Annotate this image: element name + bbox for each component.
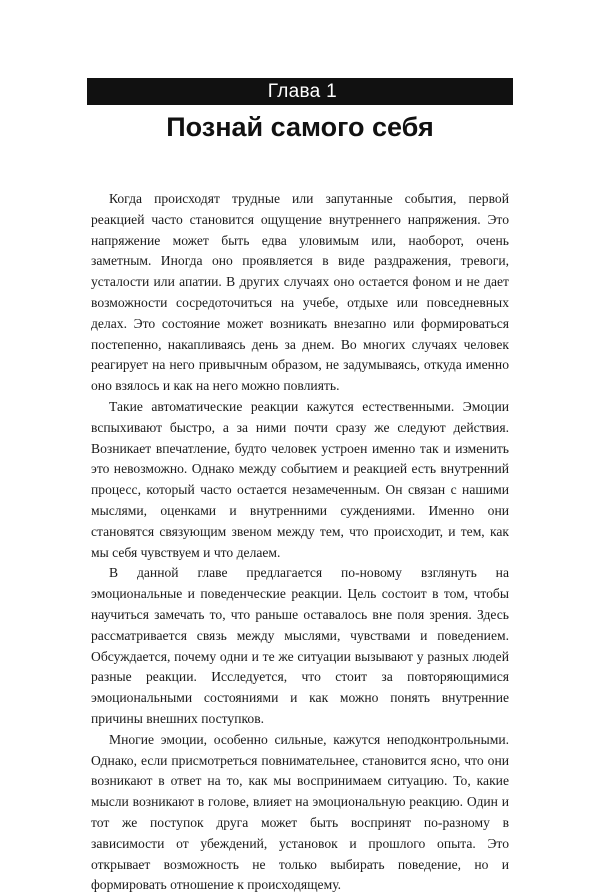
chapter-banner: [87, 78, 513, 105]
paragraph: В данной главе предлагается по-новому взглянуть на эмоциональные и поведенческие реакции. Цель состоит в том, чтобы научиться замечать то, что раньше оставалось вне поля зрения. Здесь рассматривается связь между мыслями, чувствами и поведением. Обсуждается, почему одни и те же ситуации вызывают у разных людей разные реакции. Исследуется, что стоит за повторяющимися эмоциональными состояниями и как можно понять внутренние причины внешних поступков.: [91, 565, 509, 726]
chapter-title: Познай самого себя: [166, 112, 434, 142]
paragraph: Такие автоматические реакции кажутся естественными. Эмоции вспыхивают быстро, а за ними почти сразу же следуют действия. Возникает впечатление, будто человек устроен именно так и изменить это невозможно. Однако между событием и реакцией есть внутренний процесс, который часто остается незамеченным. Он связан с нашими мыслями, оценками и внутренними суждениями. Именно они становятся связующим звеном между тем, что происходит, и тем, как мы себя чувствуем и что делаем.: [91, 398, 509, 560]
paragraph: Многие эмоции, особенно сильные, кажутся неподконтрольными. Однако, если присмотреться повнимательнее, становится ясно, что они возникают в ответ на то, как мы воспринимаем ситуацию. То, какие мысли возникают в голове, влияет на эмоциональную реакцию. Один и тот же поступок друга может быть воспринят по-разному в зависимости от убеждений, установок и прошлого опыта. Это открывает возможность не только выбирать поведение, но и формировать отношение к происходящему.: [91, 731, 509, 893]
chapter-label: Глава 1: [267, 80, 337, 102]
paragraph: Когда происходят трудные или запутанные события, первой реакцией часто становится ощущение внутреннего напряжения. Это напряжение может быть едва уловимым или, наоборот, очень заметным. Иногда оно проявляется в виде раздражения, тревоги, усталости или апатии. В других случаях оно остается фоном и не дает возможности сосредоточиться на учебе, отдыхе или повседневных делах. Это состояние может возникать внезапно или формироваться постепенно, накапливаясь день за днем. Во многих случаях человек реагирует на него привычным образом, не задумываясь, откуда именно оно взялось и как на него можно повлиять.: [91, 191, 509, 394]
chapter-body: [91, 189, 509, 896]
